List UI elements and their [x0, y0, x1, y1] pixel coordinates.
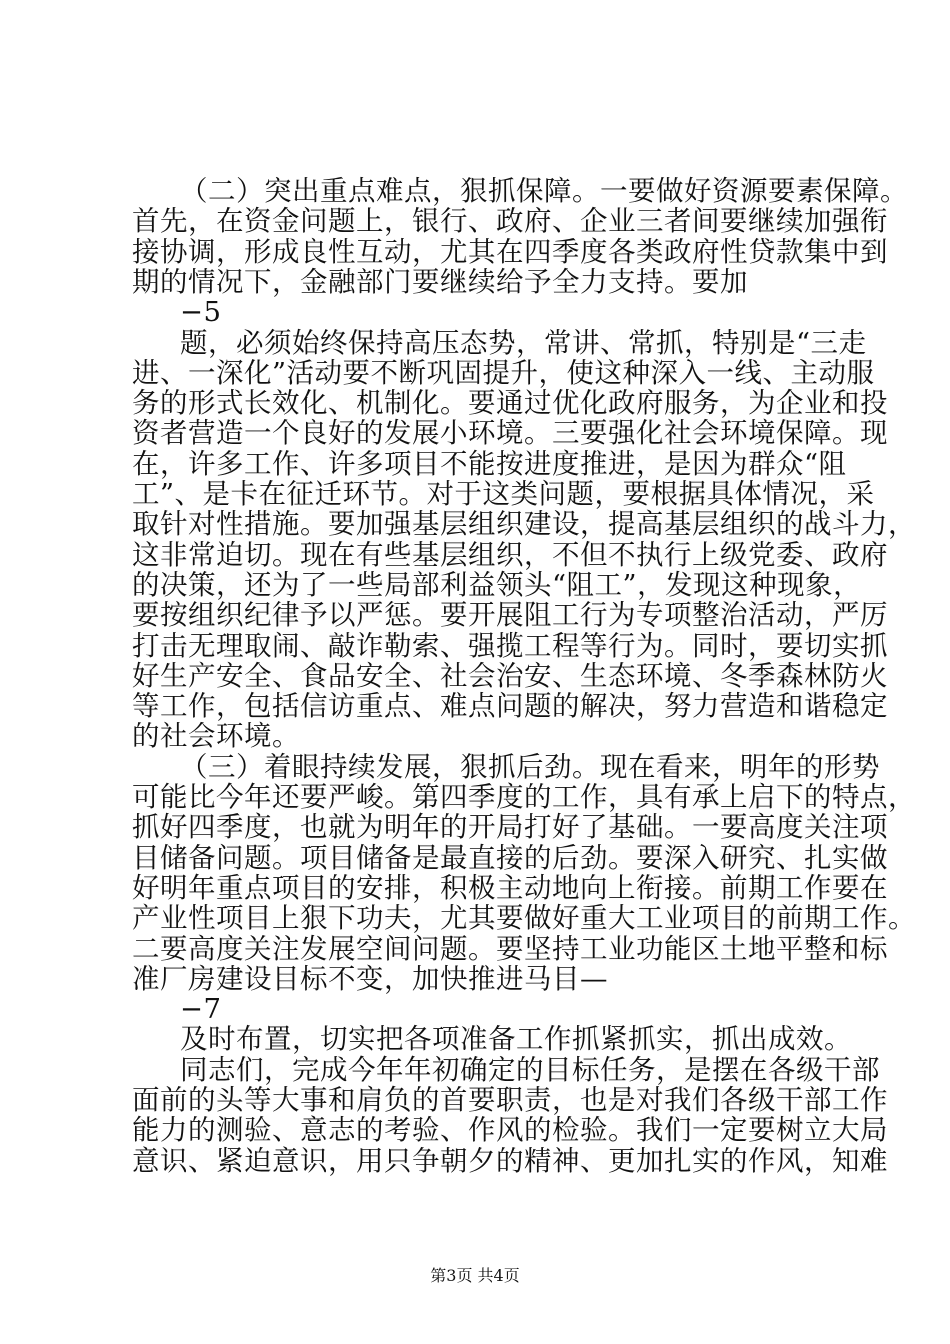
paragraph-line: 资者营造一个良好的发展小环境。三要强化社会环境保障。现 — [132, 417, 888, 450]
paragraph-line: （三）着眼持续发展，狠抓后劲。现在看来，明年的形势 — [180, 750, 880, 783]
paragraph-line: 及时布置，切实把各项准备工作抓紧抓实，抓出成效。 — [180, 1023, 852, 1056]
paragraph-line: 好明年重点项目的安排，积极主动地向上衔接。前期工作要在 — [132, 871, 888, 904]
paragraph-line: 的社会环境。 — [132, 720, 300, 753]
paragraph-line: 等工作，包括信访重点、难点问题的解决，努力营造和谐稳定 — [132, 690, 888, 723]
paragraph-line: 取针对性措施。要加强基层组织建设，提高基层组织的战斗力， — [132, 508, 916, 541]
paragraph-line: 题，必须始终保持高压态势，常讲、常抓，特别是“三走 — [180, 326, 867, 359]
page-footer: 第3页 共4页 — [430, 1266, 520, 1285]
paragraph-line: 期的情况下，金融部门要继续给予全力支持。要加 — [132, 265, 748, 298]
paragraph-line: 这非常迫切。现在有些基层组织，不但不执行上级党委、政府 — [132, 538, 888, 571]
paragraph-line: 产业性项目上狠下功夫，尤其要做好重大工业项目的前期工作。 — [132, 902, 916, 935]
paragraph-line: 好生产安全、食品安全、社会治安、生态环境、冬季森林防火 — [132, 659, 888, 692]
page-break-marker: −5 — [180, 296, 222, 329]
paragraph-line: 首先，在资金问题上，银行、政府、企业三者间要继续加强衔 — [132, 205, 888, 238]
paragraph-line: 二要高度关注发展空间问题。要坚持工业功能区土地平整和标 — [132, 932, 888, 965]
paragraph-line: 务的形式长效化、机制化。要通过优化政府服务，为企业和投 — [132, 387, 888, 420]
paragraph-line: （二）突出重点难点，狠抓保障。一要做好资源要素保障。 — [180, 175, 908, 207]
paragraph-line: 同志们，完成今年年初确定的目标任务，是摆在各级干部 — [180, 1053, 880, 1086]
paragraph-line: 进、一深化”活动要不断巩固提升，使这种深入一线、主动服 — [132, 356, 875, 389]
paragraph-line: 抓好四季度，也就为明年的开局打好了基础。一要高度关注项 — [132, 811, 888, 844]
paragraph-line: 在，许多工作、许多项目不能按进度推进，是因为群众“阻 — [132, 447, 847, 480]
paragraph-line: 的决策，还为了一些局部利益领头“阻工”，发现这种现象， — [132, 568, 862, 601]
paragraph-line: 接协调，形成良性互动，尤其在四季度各类政府性贷款集中到 — [132, 235, 888, 268]
paragraph-line: 能力的测验、意志的考验、作风的检验。我们一定要树立大局 — [132, 1114, 888, 1147]
paragraph-line: 可能比今年还要严峻。第四季度的工作，具有承上启下的特点， — [132, 781, 916, 813]
paragraph-line: 面前的头等大事和肩负的首要职责，也是对我们各级干部工作 — [132, 1084, 888, 1116]
paragraph-line: 工”、是卡在征迁环节。对于这类问题，要根据具体情况，采 — [132, 478, 875, 510]
paragraph-line: 准厂房建设目标不变，加快推进马目— — [132, 962, 608, 995]
paragraph-line: 意识、紧迫意识，用只争朝夕的精神、更加扎实的作风，知难 — [132, 1144, 888, 1177]
page-break-marker: −7 — [180, 993, 222, 1026]
paragraph-line: 要按组织纪律予以严惩。要开展阻工行为专项整治活动，严厉 — [132, 599, 888, 632]
paragraph-line: 目储备问题。项目储备是最直接的后劲。要深入研究、扎实做 — [132, 841, 888, 874]
paragraph-line: 打击无理取闹、敲诈勒索、强揽工程等行为。同时，要切实抓 — [132, 629, 888, 662]
